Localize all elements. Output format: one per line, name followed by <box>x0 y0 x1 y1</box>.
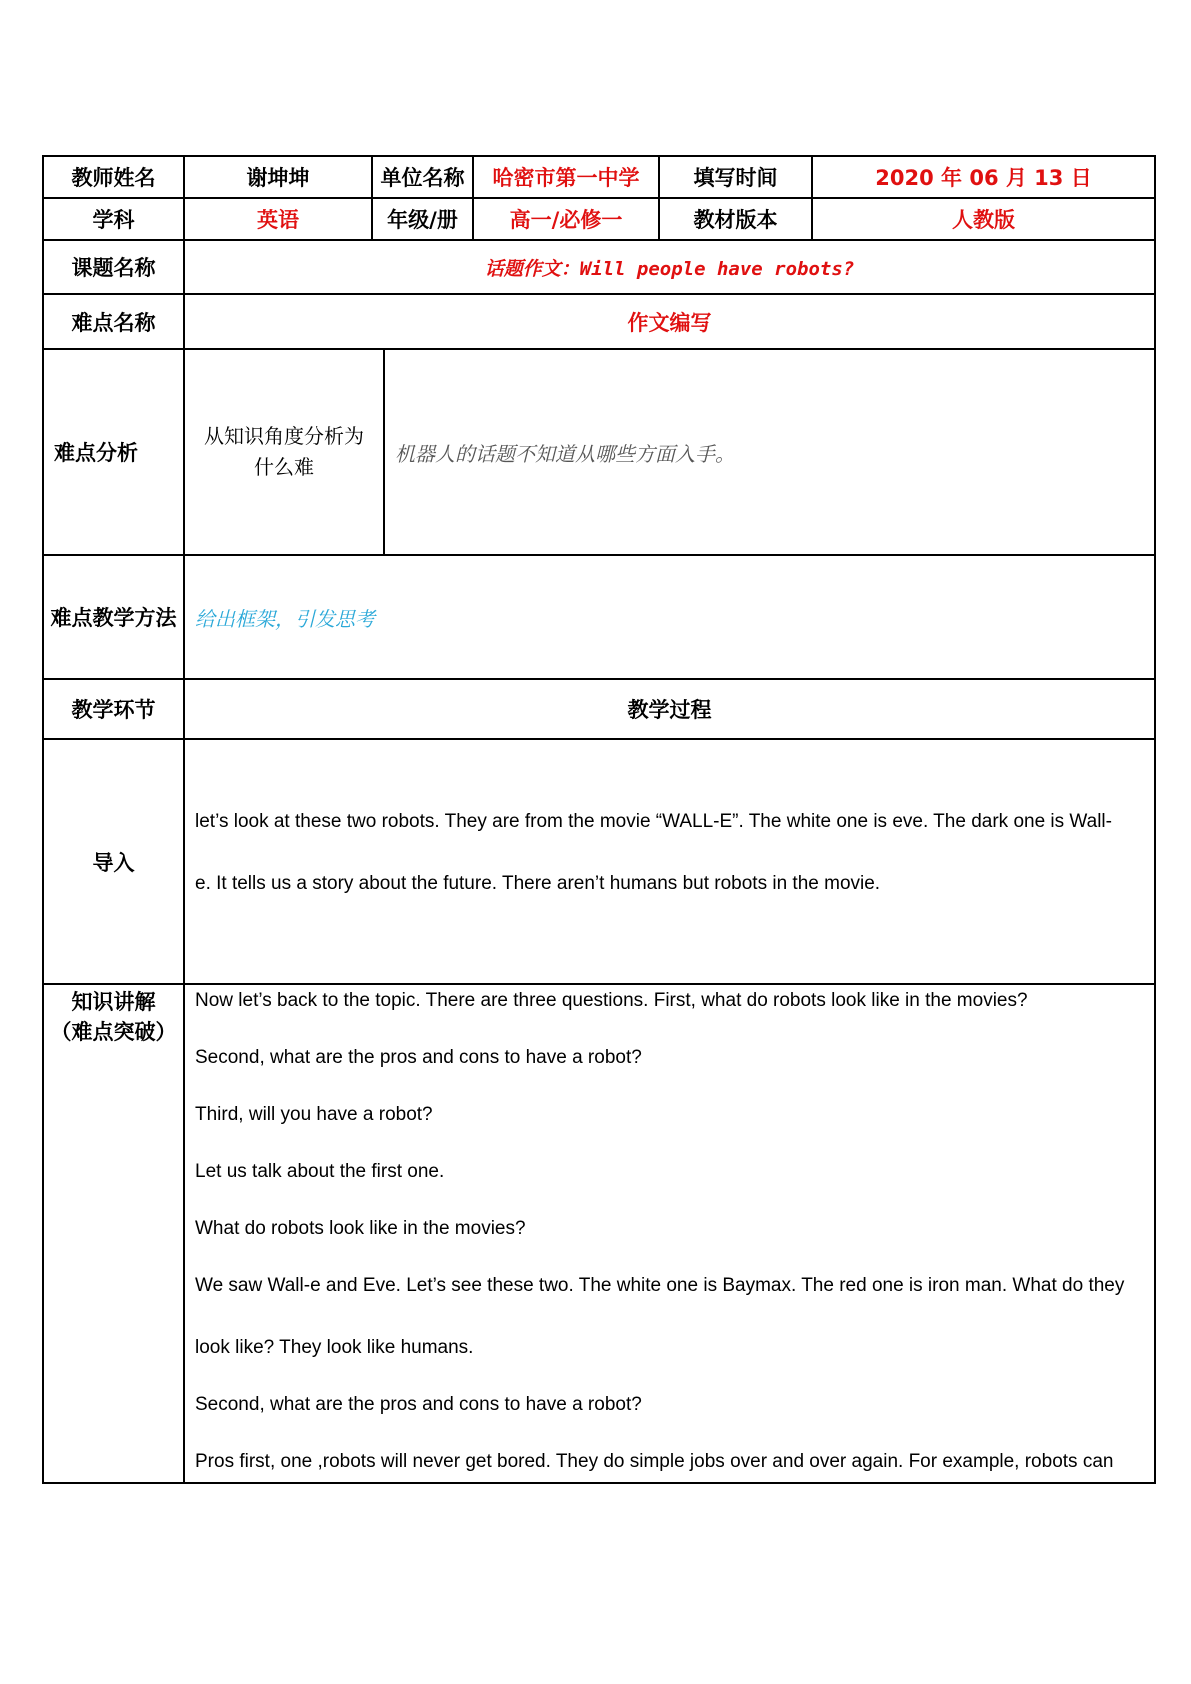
intro-line-2: e. It tells us a story about the future. There aren’t humans but robots in the movie. <box>195 872 881 894</box>
unit-name-value: 哈密市第一中学 <box>473 156 659 198</box>
intro-line-1: let’s look at these two robots. They are from the movie “WALL-E”. The white one is eve. The dark one is Wall- <box>195 810 1112 832</box>
lesson-plan-table <box>42 155 1156 1484</box>
knowledge-line: Second, what are the pros and cons to have a robot? <box>195 1394 642 1415</box>
knowledge-line: What do robots look like in the movies? <box>195 1218 526 1239</box>
lesson-plan-sheet <box>42 155 1154 1484</box>
knowledge-line: Let us talk about the first one. <box>195 1161 445 1182</box>
knowledge-label <box>43 984 184 1483</box>
difficulty-analysis-cell <box>184 349 1155 555</box>
teaching-method-label: 难点教学方法 <box>43 555 184 679</box>
lesson-title-value: 话题作文：Will people have robots? <box>184 240 1155 294</box>
knowledge-angle-label: 从知识角度分析为什么难 <box>204 424 364 479</box>
analysis-inner-table <box>185 350 1154 554</box>
knowledge-line: Third, will you have a robot? <box>195 1104 433 1125</box>
edition-value: 人教版 <box>812 198 1155 240</box>
teaching-process-header: 教学过程 <box>184 679 1155 739</box>
fill-date-label: 填写时间 <box>659 156 812 198</box>
difficulty-analysis-label: 难点分析 <box>43 349 184 555</box>
difficulty-name-label: 难点名称 <box>43 294 184 349</box>
teacher-name-value: 谢坤坤 <box>184 156 372 198</box>
knowledge-label-line1: 知识讲解 <box>71 990 156 1014</box>
knowledge-line: Second, what are the pros and cons to have a robot? <box>195 1047 642 1068</box>
fill-date-value: 2020 年 06 月 13 日 <box>812 156 1155 198</box>
knowledge-line: We saw Wall-e and Eve. Let’s see these two. The white one is Baymax. The red one is iron man. What do they <box>195 1275 1125 1296</box>
knowledge-line: look like? They look like humans. <box>195 1337 474 1358</box>
grade-label: 年级/册 <box>372 198 473 240</box>
grade-value: 高一/必修一 <box>473 198 659 240</box>
knowledge-line: Pros first, one ,robots will never get bored. They do simple jobs over and over again. For example, robots can <box>195 1451 1114 1472</box>
difficulty-name-value: 作文编写 <box>184 294 1155 349</box>
unit-name-label: 单位名称 <box>372 156 473 198</box>
knowledge-content <box>184 984 1155 1483</box>
intro-label: 导入 <box>43 739 184 984</box>
edition-label: 教材版本 <box>659 198 812 240</box>
teaching-stage-header: 教学环节 <box>43 679 184 739</box>
knowledge-line: Now let’s back to the topic. There are three questions. First, what do robots look like in the movies? <box>195 990 1028 1011</box>
teaching-method-text: 给出框架，引发思考 <box>184 555 1155 679</box>
subject-value: 英语 <box>184 198 372 240</box>
difficulty-analysis-text: 机器人的话题不知道从哪些方面入手。 <box>395 441 735 466</box>
intro-content <box>184 739 1155 984</box>
lesson-title-label: 课题名称 <box>43 240 184 294</box>
teacher-name-label: 教师姓名 <box>43 156 184 198</box>
subject-label: 学科 <box>43 198 184 240</box>
knowledge-label-line2: （难点突破） <box>50 1020 177 1044</box>
